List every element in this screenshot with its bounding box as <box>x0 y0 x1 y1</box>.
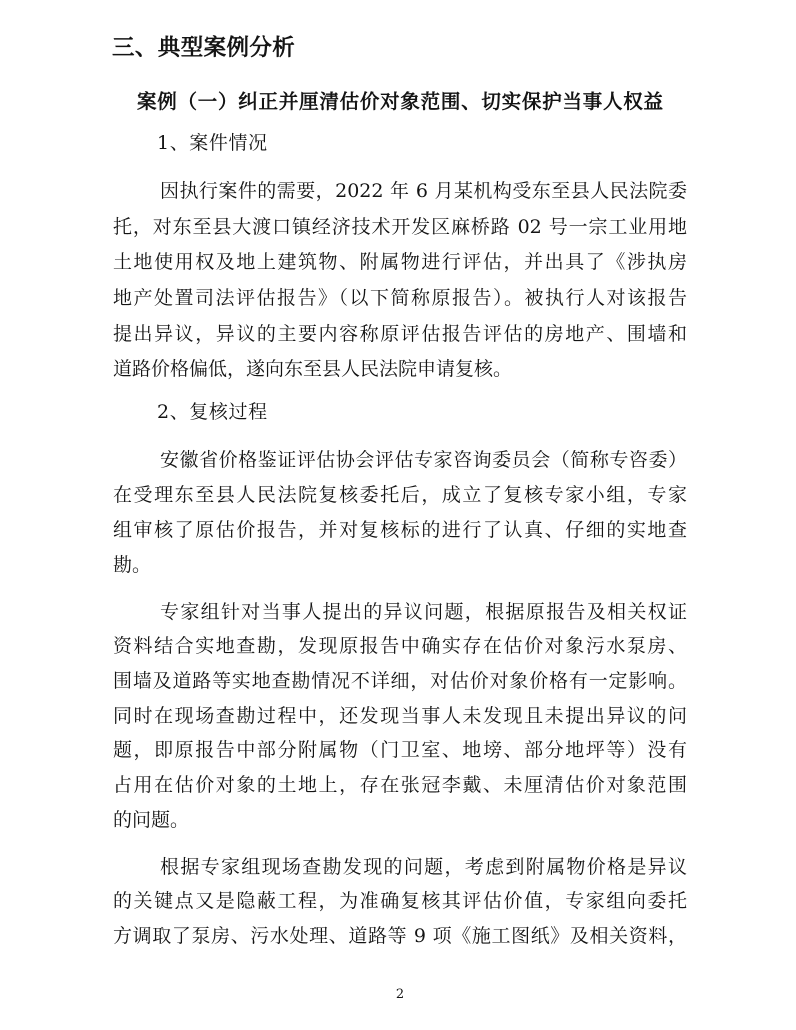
text-line: 在受理东至县人民法院复核委托后，成立了复核专家小组，专家 <box>113 483 687 506</box>
paragraph-review-committee <box>113 443 687 583</box>
paragraph-expert-findings <box>113 595 687 838</box>
text-line: 土地使用权及地上建筑物、附属物进行评估，并出具了《涉执房 <box>113 251 687 274</box>
text-line: 托，对东至县大渡口镇经济技术开发区麻桥路 02 号一宗工业用地 <box>113 215 687 238</box>
text-line: 地产处置司法评估报告》（以下简称原报告）。被执行人对该报告 <box>113 286 687 309</box>
text-line: 提出异议，异议的主要内容称原评估报告评估的房地产、围墙和 <box>113 322 687 345</box>
text-line: 专家组针对当事人提出的异议问题，根据原报告及相关权证 <box>160 600 687 623</box>
text-line: 因执行案件的需要，2022 年 6 月某机构受东至县人民法院委 <box>160 180 687 203</box>
text-line: 安徽省价格鉴证评估协会评估专家咨询委员会（简称专咨委） <box>160 448 687 471</box>
text-line: 方调取了泵房、污水处理、道路等 9 项《施工图纸》及相关资料， <box>113 924 687 947</box>
text-line: 组审核了原估价报告，并对复核标的进行了认真、仔细的实地查 <box>113 518 687 541</box>
text-line: 道路价格偏低，遂向东至县人民法院申请复核。 <box>113 358 513 381</box>
text-line: 勘。 <box>113 553 152 576</box>
text-line: 的问题。 <box>113 808 190 831</box>
text-line: 资料结合实地查勘，发现原报告中确实存在估价对象污水泵房、 <box>113 635 687 658</box>
paragraph-case-situation <box>113 174 687 388</box>
case-title: 案例（一）纠正并厘清估价对象范围、切实保护当事人权益 <box>137 90 663 113</box>
subsection-heading-case-situation: 1、案件情况 <box>157 132 268 154</box>
subsection-heading-review-process: 2、复核过程 <box>157 401 268 423</box>
text-line: 的关键点又是隐蔽工程，为准确复核其评估价值，专家组向委托 <box>113 890 687 913</box>
section-heading: 三、典型案例分析 <box>112 35 296 61</box>
text-line: 占用在估价对象的土地上，存在张冠李戴、未厘清估价对象范围 <box>113 774 687 797</box>
text-line: 同时在现场查勘过程中，还发现当事人未发现且未提出异议的问 <box>113 704 687 727</box>
text-line: 围墙及道路等实地查勘情况不详细，对估价对象价格有一定影响。 <box>113 669 687 692</box>
text-line: 题，即原报告中部分附属物（门卫室、地塝、部分地坪等）没有 <box>113 739 687 762</box>
paragraph-construction-drawings <box>113 850 687 954</box>
text-line: 根据专家组现场查勘发现的问题，考虑到附属物价格是异议 <box>160 855 687 878</box>
page-number: 2 <box>395 987 405 1002</box>
